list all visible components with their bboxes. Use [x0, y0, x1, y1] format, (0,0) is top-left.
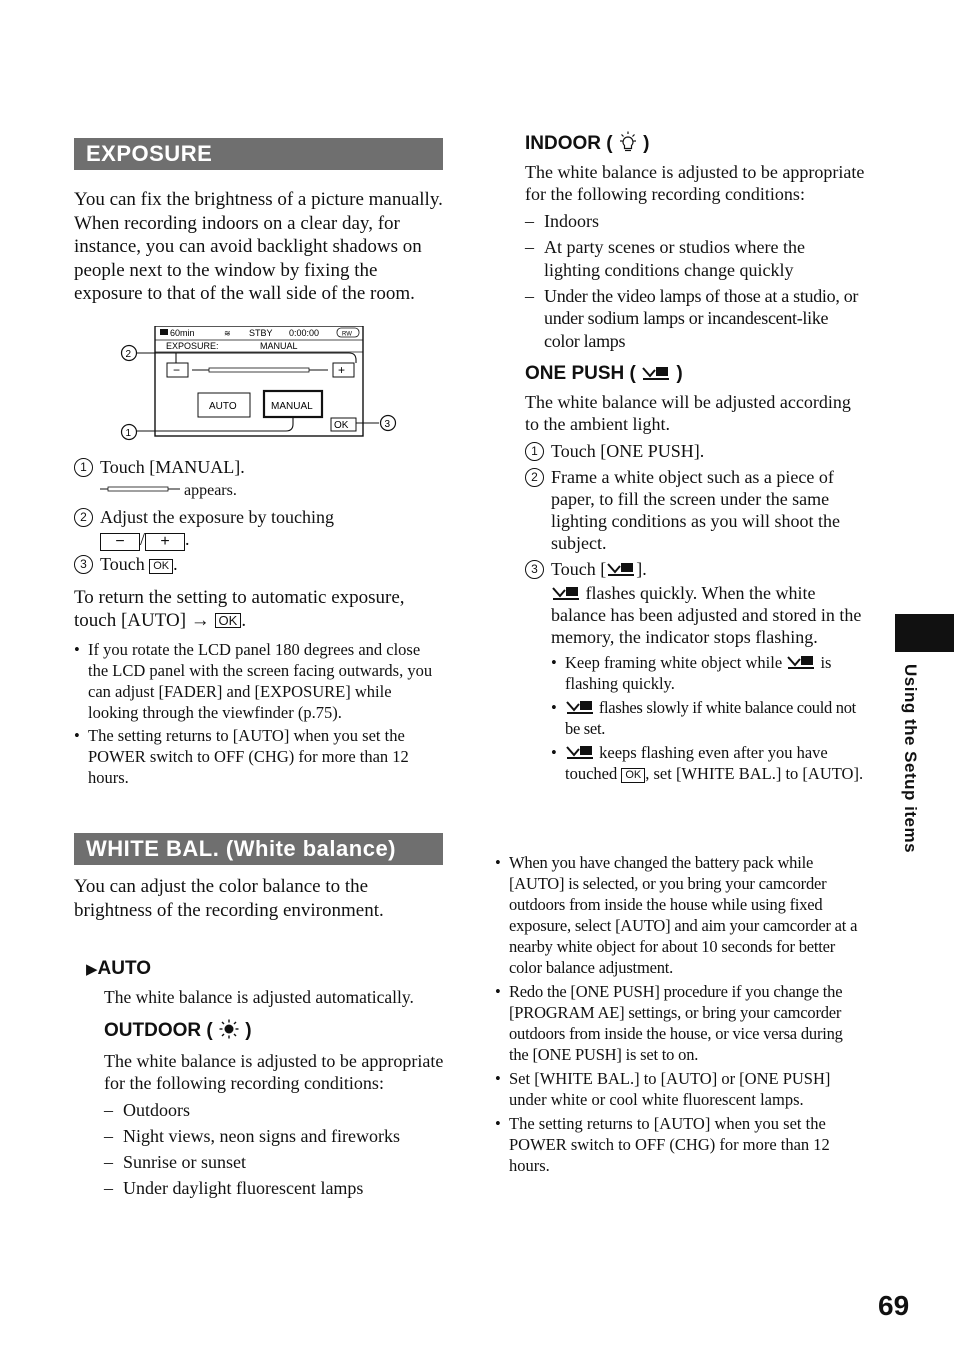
sun-icon — [218, 1019, 240, 1039]
one-push-icon — [606, 561, 636, 577]
arrow-icon: → — [190, 610, 210, 631]
left-column — [74, 138, 443, 788]
list-item: – Night views, neon signs and fireworks — [104, 1125, 446, 1148]
side-tab-label: Using the Setup items — [901, 664, 920, 854]
onepush-text: The white balance will be adjusted according to the ambient light. — [525, 392, 851, 434]
battery-icon — [160, 329, 168, 335]
exposure-steps — [74, 456, 443, 575]
exposure-step-1: 1 Touch [MANUAL]. appears. — [74, 456, 443, 502]
one-push-icon — [786, 654, 816, 670]
exposure-intro: You can fix the brightness of a picture manually. When recording indoors on a clear day, for instance, you can avoid backlight shadows on people next to the window by fixing the exposure to that of the wall side of the room. — [74, 189, 443, 304]
list-item: – Under the video lamps of those at a studio, or under sodium lamps or incandescent-like color lamps — [525, 285, 865, 353]
svg-text:1: 1 — [125, 427, 132, 439]
exposure-notes — [74, 639, 443, 788]
one-push-icon — [641, 365, 671, 381]
indoor-list — [525, 210, 865, 352]
status-standby: STBY — [249, 327, 273, 338]
list-item: – Outdoors — [104, 1099, 446, 1122]
indoor-heading: INDOOR ( ) — [525, 133, 650, 154]
page-number: 69 — [878, 1290, 910, 1321]
white-bal-note: • When you have changed the battery pack while [AUTO] is selected, or you bring your camcorder outdoors from inside the house while using fixed exposure, select [AUTO] and aim your camcorder at a nearby white object for about 10 seconds for better color balance adjustment. — [495, 852, 865, 978]
exposure-slider-bar — [209, 368, 309, 372]
svg-text:2: 2 — [125, 348, 132, 360]
step-number: 1 — [74, 458, 93, 477]
flash-text: flashes quickly. When the white balance has been adjusted and stored in the memory, the indicator stops flashing. — [551, 583, 862, 647]
exposure-step-3: 3 Touch OK . — [74, 553, 443, 575]
onepush-step-3: 3 Touch [ ]. flashes quickly. When the white balance has been adjusted and stored in the memory, the indicator stops flashing. • Keep framing white object while is flashing quickly. • flashes slowly if white balance could not be set. • keeps flashing even after you have touched OK , set [WHITE BAL.] to [AUTO]. — [525, 558, 865, 784]
one-push-icon — [551, 585, 581, 601]
white-bal-heading: WHITE BAL. (White balance) — [74, 833, 443, 865]
exposure-note: • The setting returns to [AUTO] when you set the POWER switch to OFF (CHG) for more than 12 hours. — [74, 725, 443, 788]
status-battery: 60min — [170, 327, 195, 338]
white-bal-note: • Set [WHITE BAL.] to [AUTO] or [ONE PUSH] under white or cool white fluorescent lamps. — [495, 1068, 865, 1110]
bulb-icon — [618, 131, 638, 153]
exposure-step-2: 2 Adjust the exposure by touching − / + . — [74, 506, 443, 551]
record-mode-icon: ≋ — [224, 328, 231, 338]
exposure-heading: EXPOSURE — [74, 138, 443, 170]
list-item: – Indoors — [525, 210, 865, 233]
onepush-step-2: 2 Frame a white object such as a piece of paper, to fill the screen under the same lighting conditions as you will shoot the subject. — [525, 466, 865, 554]
list-item: – Sunrise or sunset — [104, 1151, 446, 1174]
list-item: – At party scenes or studios where the lighting conditions change quickly — [525, 236, 865, 281]
svg-text:OK: OK — [334, 419, 349, 431]
slider-bar-icon — [100, 484, 180, 494]
sub-note: • Keep framing white object while is flashing quickly. — [551, 652, 865, 694]
exposure-screen-label: EXPOSURE: — [166, 340, 219, 351]
onepush-steps — [525, 440, 865, 784]
outdoor-list — [104, 1099, 446, 1200]
sub-note: • flashes slowly if white balance could not be set. — [551, 697, 865, 739]
status-time: 0:00:00 — [289, 327, 320, 338]
outdoor-heading: OUTDOOR ( ) — [104, 1020, 252, 1041]
exposure-return-text: To return the setting to automatic exposure, touch [AUTO] → OK . — [74, 586, 405, 631]
white-bal-note: • The setting returns to [AUTO] when you set the POWER switch to OFF (CHG) for more than 12 hours. — [495, 1113, 865, 1176]
one-push-icon — [565, 699, 595, 715]
white-bal-options-left — [86, 958, 446, 1200]
sub-note: • keeps flashing even after you have touched OK , set [WHITE BAL.] to [AUTO]. — [551, 742, 865, 784]
svg-text:3: 3 — [384, 418, 391, 430]
one-push-icon — [565, 744, 595, 760]
outdoor-text: The white balance is adjusted to be appropriate for the following recording conditions: — [104, 1051, 444, 1093]
svg-text:−: − — [173, 362, 181, 377]
right-column — [525, 131, 865, 784]
ok-icon: OK — [149, 559, 173, 574]
exposure-screen-mode: MANUAL — [260, 340, 298, 351]
plus-icon: + — [145, 533, 185, 551]
white-bal-section — [74, 833, 443, 922]
onepush-step-1: 1 Touch [ONE PUSH]. — [525, 440, 865, 462]
minus-icon: − — [100, 533, 140, 551]
default-marker-icon: ▶ — [86, 961, 98, 978]
indoor-text: The white balance is adjusted to be appropriate for the following recording conditions: — [525, 162, 865, 204]
list-item: – Under daylight fluorescent lamps — [104, 1177, 446, 1200]
white-bal-intro: You can adjust the color balance to the brightness of the recording environment. — [74, 876, 384, 921]
exposure-screen-illustration — [74, 326, 443, 452]
ok-icon: OK — [621, 768, 645, 783]
svg-text:MANUAL: MANUAL — [271, 400, 313, 412]
step-1-sub: appears. — [184, 481, 237, 499]
svg-text:+: + — [338, 362, 346, 377]
ok-icon: OK — [215, 613, 242, 628]
white-bal-notes — [495, 852, 865, 1176]
auto-heading: ▶AUTO — [86, 958, 152, 979]
white-bal-note: • Redo the [ONE PUSH] procedure if you change the [PROGRAM AE] settings, or bring your camcorder outdoors from inside the house, or vice versa during the [ONE PUSH] is set to on. — [495, 981, 865, 1065]
svg-text:AUTO: AUTO — [209, 400, 237, 412]
status-media: RW — [342, 331, 352, 337]
onepush-heading: ONE PUSH ( ) — [525, 363, 683, 384]
section-tab-marker — [895, 614, 954, 652]
onepush-sub-notes — [551, 652, 865, 784]
exposure-note: • If you rotate the LCD panel 180 degrees and close the LCD panel with the screen facing outwards, you can adjust [FADER] and [EXPOSURE] while looking through the viewfinder (p.75). — [74, 639, 443, 723]
auto-text: The white balance is adjusted automatically. — [104, 987, 414, 1007]
